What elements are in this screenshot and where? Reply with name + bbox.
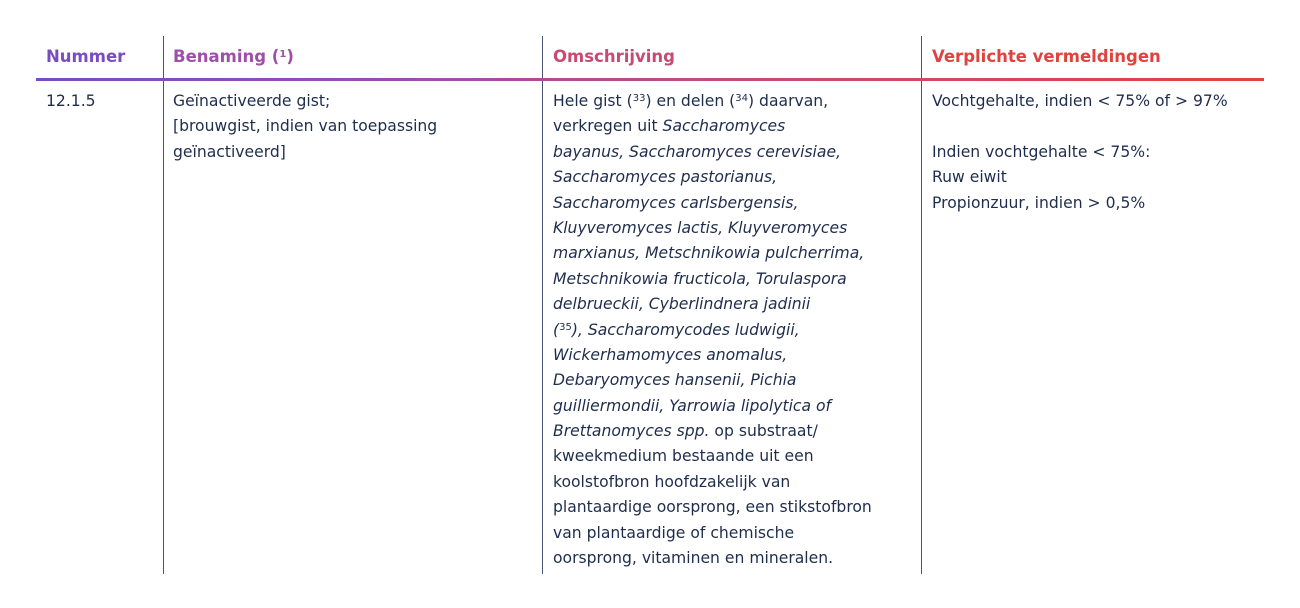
omschrijving-line (553, 114, 872, 139)
header-benaming (173, 47, 294, 66)
vermelding-line: Ruw eiwit (932, 168, 1007, 187)
species-name: Kluyveromyces lactis, Kluyveromyces (553, 218, 848, 237)
omschrijving-line (553, 343, 872, 368)
cell-verplichte-vermeldingen (932, 89, 1228, 216)
species-name: Metschnikowia fructicola, Torulaspora (553, 269, 847, 288)
nummer-value: 12.1.5 (46, 92, 96, 110)
text-fragment: verkregen uit (553, 117, 663, 136)
omschrijving-line (553, 140, 872, 165)
table-header (36, 36, 1264, 80)
column-divider-2 (542, 36, 543, 574)
omschrijving-line (553, 394, 872, 419)
omschrijving-line (553, 191, 872, 216)
header-nummer: Nummer (46, 47, 126, 66)
spacer (932, 114, 1228, 139)
omschrijving-line (553, 165, 872, 190)
text-fragment: ) en delen ( (645, 92, 736, 110)
omschrijving-line: van plantaardige of chemische (553, 523, 795, 542)
footnote-ref: 33 (632, 93, 646, 104)
omschrijving-line: plantaardige oorsprong, een stikstofbron (553, 498, 872, 517)
vermelding-line: Propionzuur, indien > 0,5% (932, 193, 1146, 212)
species-name: guilliermondii, Yarrowia lipolytica of (553, 396, 832, 415)
omschrijving-line (553, 292, 872, 317)
benaming-line: [brouwgist, indien van toepassing (173, 117, 438, 136)
omschrijving-line (553, 267, 872, 292)
species-name: Saccharomyces pastorianus, (553, 168, 778, 187)
header-verplichte-vermeldingen: Verplichte vermeldingen (932, 47, 1161, 66)
benaming-line: Geïnactiveerde gist; (173, 92, 331, 110)
header-benaming-close: ) (286, 47, 294, 66)
species-name: delbrueckii, Cyberlindnera jadinii (553, 295, 811, 314)
vermelding-line: Indien vochtgehalte < 75%: (932, 142, 1151, 161)
omschrijving-line (553, 216, 872, 241)
species-name: bayanus, Saccharomyces cerevisiae, (553, 142, 841, 161)
omschrijving-line (553, 419, 872, 444)
vermelding-line: Vochtgehalte, indien < 75% of > 97% (932, 92, 1228, 110)
species-name: Wickerhamomyces anomalus, (553, 345, 788, 364)
species-name: ), Saccharomycodes ludwigii, (571, 320, 800, 339)
header-gradient-rule (36, 78, 1264, 81)
species-name: Saccharomyces (662, 117, 786, 136)
omschrijving-line: koolstofbron hoofdzakelijk van (553, 472, 791, 491)
species-name: Debaryomyces hansenii, Pichia (553, 371, 797, 390)
header-benaming-text: Benaming ( (173, 47, 280, 66)
omschrijving-line: kweekmedium bestaande uit een (553, 447, 814, 466)
text-fragment: Hele gist ( (553, 92, 633, 110)
omschrijving-line (553, 368, 872, 393)
column-divider-1 (163, 36, 164, 574)
footnote-ref: 35 (559, 321, 572, 333)
text-fragment: ( (553, 320, 560, 339)
omschrijving-line (553, 318, 872, 343)
text-fragment: ) daarvan, (748, 92, 829, 110)
header-benaming-footnote: 1 (279, 49, 287, 60)
omschrijving-line (553, 89, 872, 114)
cell-nummer (46, 89, 96, 114)
cell-benaming (173, 89, 437, 165)
species-name: marxianus, Metschnikowia pulcherrima, (553, 244, 865, 263)
data-table (36, 36, 1264, 574)
species-name: Saccharomyces carlsbergensis, (553, 193, 799, 212)
benaming-line: geïnactiveerd] (173, 142, 286, 161)
cell-omschrijving (553, 89, 872, 571)
omschrijving-line: oorsprong, vitaminen en mineralen. (553, 549, 834, 568)
species-name: Brettanomyces spp. (553, 422, 710, 441)
omschrijving-line (553, 241, 872, 266)
column-divider-3 (921, 36, 922, 574)
header-omschrijving: Omschrijving (553, 47, 675, 66)
footnote-ref: 34 (735, 93, 749, 104)
text-fragment: op substraat/ (709, 422, 818, 441)
